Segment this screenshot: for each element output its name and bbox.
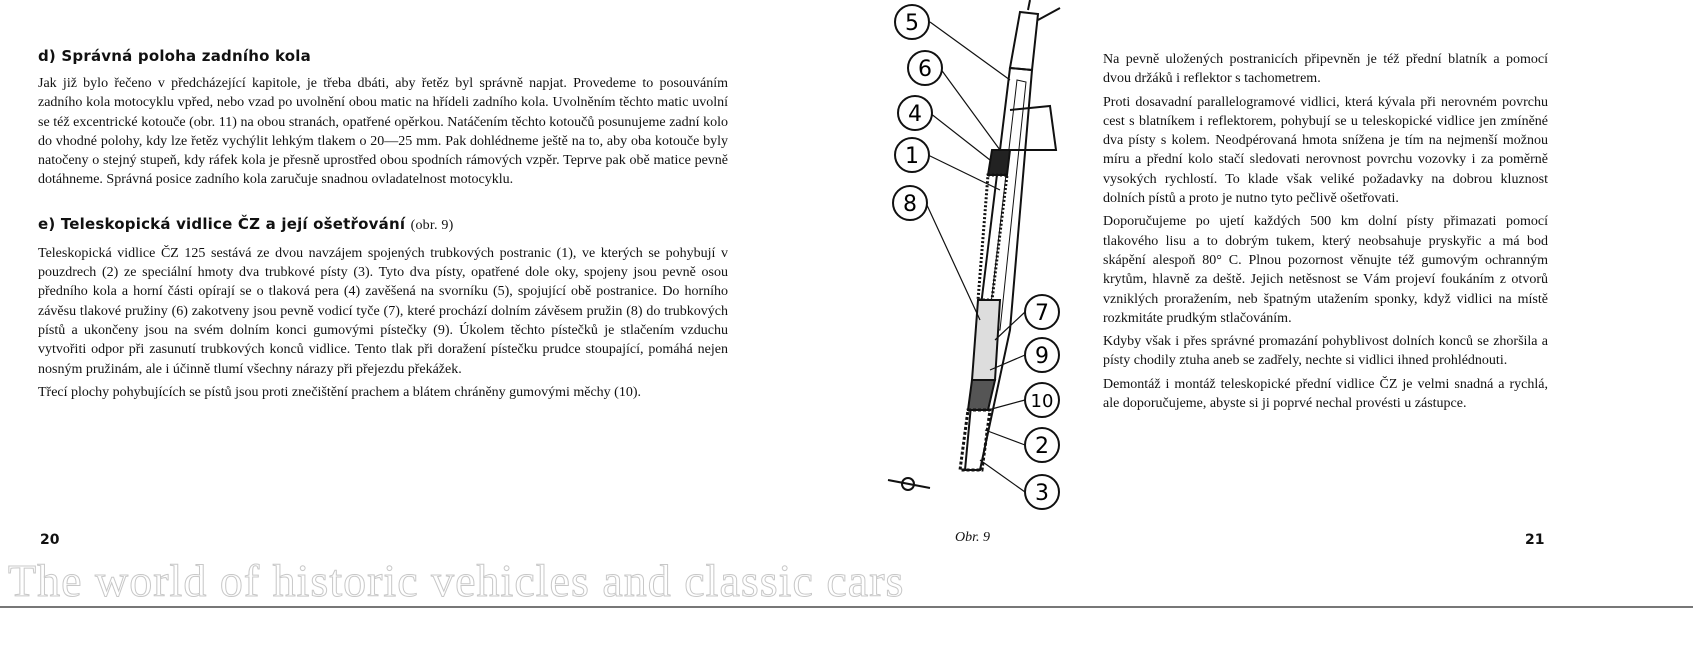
heading-text: e) Teleskopická vidlice ČZ a její ošetřování — [38, 214, 406, 233]
section-d — [38, 46, 728, 190]
section-e-heading — [38, 214, 728, 236]
callout-2 — [1025, 428, 1059, 462]
paragraph: Demontáž i montáž teleskopické přední vidlice ČZ je velmi snadná a rychlá, ale doporučujeme, abyste si ji poprvé nechal provésti u zástupce. — [1103, 376, 1548, 412]
svg-text:2: 2 — [1035, 434, 1049, 459]
svg-text:1: 1 — [905, 144, 919, 169]
callout-3 — [1025, 475, 1059, 509]
paragraph: Jak již bylo řečeno v předcházející kapitole, je třeba dbáti, aby řetěz byl správně napjat. Provedeme to posouváním zadního kola motocyklu vpřed, nebo vzad po uvolnění obou matic na hřídeli zadního kola. Uvolněním těchto matic uvolní se též excentrické kotouče (obr. 11) na obou stranách, opatřené opěrkou. Natáčením těchto kotoučů posunujeme zadní kolo do vhodné polohy, kdy lze řetěz vychýlit lehkým tlakem o 20—25 mm. Pak dohlédneme ještě na to, aby oba kotouče byly natočeny o stejný stupeň, kdy ráfek kola je přesně uprostřed obou spodních rámových vzpěr. Teprve pak obě matice pevně dotáhneme. Správná posice zadního kola zaručuje snadnou ovladatelnost motocyklu. — [38, 76, 728, 188]
callout-8 — [893, 186, 927, 220]
right-page — [1103, 50, 1548, 417]
figure-telescopic-fork — [860, 0, 1100, 552]
svg-text:5: 5 — [905, 11, 919, 36]
svg-text:3: 3 — [1035, 481, 1049, 506]
paragraph: Kdyby však i přes správné promazání pohyblivost dolních konců se zhoršila a písty chodily ztuha aneb se zadřely, nechte si vidlici ihned prohlédnouti. — [1103, 334, 1548, 369]
paragraph: Teleskopická vidlice ČZ 125 sestává ze dvou navzájem spojených trubkových postranic (1), ve kterých se pohybují v pouzdrech (2) ze speciální hmoty dva trubkové písty (3). Tyto dva písty, opatřené dole oky, spojeny jsou pevně osou předního kola a horní části opírají se o tlaková pera (4) zavěšená na svorníku (5), spojující obě postranice. Do horního závěsu tlakové pružiny (6) zakotveny jsou pevně vodicí tyče (7), které prochází dolním závěsem pružin (8) do trubkových pístů a ukončeny jsou na svém dolním konci gumovými pístečky (9). Úkolem těchto pístečků je stlačením vzduchu vytvořiti odpor při zasunutí trubkových konců vidlice. Tento tlak při doražení pístečku prudce stoupající, pomáhá nejen nosným pružinám, ale i účinně tlumí všechny nárazy při přejezdu překážek. — [38, 245, 728, 377]
callout-10 — [1025, 383, 1059, 417]
callout-4 — [898, 96, 932, 130]
fork-drawing — [860, 0, 1100, 525]
right-page-body — [1103, 50, 1548, 413]
section-e — [38, 214, 728, 402]
callout-1 — [895, 138, 929, 172]
paragraph: Doporučujeme po ujetí každých 500 km dolní písty přimazati pomocí tlakového lisu a to dobrým tukem, který neobsahuje pryskyřic a má bod skápění alespoň 80° C. Plnou pozornost věnujte též gumovým ochranným krytům, hlavně za deště. Jejich netěsnost se Vám projeví foukáním z otvorů vzniklých proražením, neb špatným utažením sponky, když vidlici na místě rozkmitáte prudkým stlačováním. — [1103, 214, 1548, 326]
callout-6 — [908, 51, 942, 85]
svg-text:6: 6 — [918, 57, 932, 82]
svg-text:9: 9 — [1035, 344, 1049, 369]
section-e-body — [38, 244, 728, 402]
svg-text:4: 4 — [908, 102, 922, 127]
watermark-text: The world of historic vehicles and classic cars — [8, 555, 905, 606]
callout-7 — [1025, 295, 1059, 329]
svg-text:7: 7 — [1035, 301, 1049, 326]
paragraph: Na pevně uložených postranicích připevněn je též přední blatník a pomocí dvou držáků i reflektor s tachometrem. — [1103, 52, 1548, 87]
callout-9 — [1025, 338, 1059, 372]
paragraph: Proti dosavadní parallelogramové vidlici, která kývala při nerovném povrchu cest s blatníkem i reflektorem, pohybují se u teleskopické vidlice jen zmíněné dva písty s kolem. Neodpérovaná hmota snížena je tím na nejmenší možnou míru a přední kolo stačí sledovati nerovnost povrchu vozovky i za poměrně vysokých rychlostí. To klade však veliké požadavky na dobrou kluznost dolních pístů a proto je nutno tyto pečlivě ošetřovati. — [1103, 94, 1548, 207]
page-number-left: 20 — [40, 532, 60, 548]
scan-edge-line — [0, 606, 1693, 608]
svg-text:8: 8 — [903, 192, 917, 217]
left-page — [38, 46, 728, 406]
callout-5 — [895, 5, 929, 39]
page-number-right: 21 — [1525, 532, 1545, 548]
svg-text:10: 10 — [1030, 391, 1054, 412]
figure-reference: (obr. 9) — [410, 217, 454, 233]
paragraph: Třecí plochy pohybujících se pístů jsou proti znečištění prachem a blátem chráněny gumovými měchy (10). — [38, 384, 641, 400]
section-d-heading: d) Správná poloha zadního kola — [38, 47, 311, 65]
section-d-body — [38, 74, 728, 190]
figure-caption: Obr. 9 — [955, 530, 991, 545]
